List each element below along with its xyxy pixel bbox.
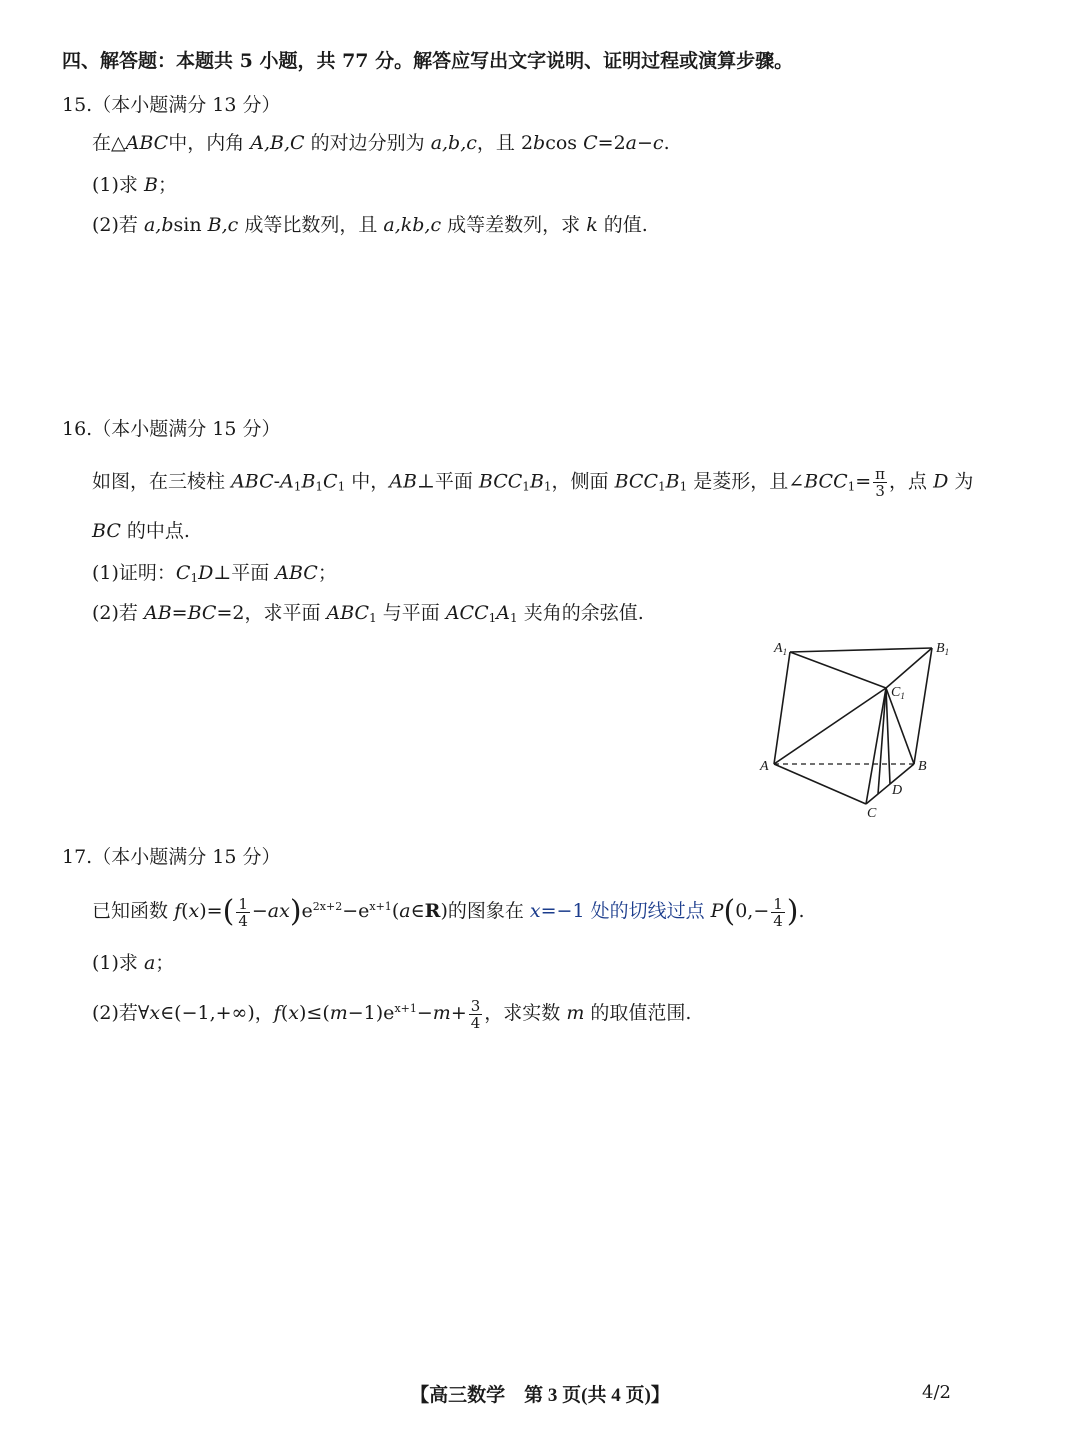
label-D: D [892,783,903,798]
q17-stem: 已知函数 f(x)=( $\frac{1}{4}$ $-ax)e^{2x+2}-e^{x+1}(a\in R)$的图象在 x=−1 处的切线过点 P(0,− $\frac{1}{4}$ ). [92,894,805,930]
page-footer: 【高三数学 第 3 页(共 4 页)】 [410,1385,670,1406]
edge-A-C1 [774,688,886,764]
edge-A1-A [774,652,790,764]
edge-B1-B [914,648,932,764]
q15-stem: 在△ABC中，内角 A,B,C 的对边分别为 a,b,c，且 2bcos C=2a−c. [92,132,670,154]
page-fraction: 4/2 [922,1382,951,1403]
edge-B1-C1 [886,648,932,688]
q15-part1: (1)求 B； [92,174,177,196]
label-B: B [918,759,927,774]
q17-part1: (1)求 a； [92,952,175,974]
edge-A-C [774,764,866,804]
q16-stem-line1: 如图，在三棱柱 ABC-$A_1B_1C_1$ 中，AB⊥平面 $BCC_1B_1$，侧面 $BCC_1B_1$ 是菱形，且$\angle BCC_1=$ $\frac{\pi}{3}$ ，点 D 为 [92,465,974,500]
edge-A1-C1 [790,652,886,688]
edge-A1-B1 [790,648,932,652]
q16-part2: (2)若 AB=BC=2，求平面 $ABC_1$ 与平面 $ACC_1A_1$ 夹角的余弦值. [92,602,644,625]
edge-C1-mid [878,688,886,794]
one-quarter-fraction-2: $\frac{1}{4}$ [773,894,783,930]
q17-part2: (2)若∀x∈(−1,+∞)，$f(x)\le(m-1)e^{x+1}-m+$ $\frac{3}{4}$ ，求实数 m 的取值范围. [92,996,692,1032]
label-B1: $B_1$ [936,641,950,657]
one-quarter-fraction: $\frac{1}{4}$ [238,894,248,930]
section-title: 四、解答题：本题共 5 小题，共 77 分。解答应写出文字说明、证明过程或演算步骤。 [62,50,794,72]
edge-C1-D [886,688,890,784]
q15-part2: (2)若 a,bsin B,c 成等比数列，且 a,kb,c 成等差数列，求 k 的值. [92,214,648,236]
prism-figure [750,630,960,830]
label-C1: $C_1$ [891,685,905,701]
three-quarters-fraction: $\frac{3}{4}$ [470,996,481,1032]
q15-header: 15.（本小题满分 13 分） [62,94,281,116]
label-A: A [760,759,769,774]
label-A1: $A_1$ [774,641,788,657]
q16-header: 16.（本小题满分 15 分） [62,418,281,440]
q17-header: 17.（本小题满分 15 分） [62,846,281,868]
q16-stem-line2: BC 的中点. [92,520,190,542]
label-C: C [867,806,877,821]
edge-C1-C [866,688,886,804]
q16-part1: (1)证明：$C_1D\perp$平面 ABC； [92,562,337,585]
pi-over-3-fraction: $\frac{\pi}{3}$ [875,465,886,500]
